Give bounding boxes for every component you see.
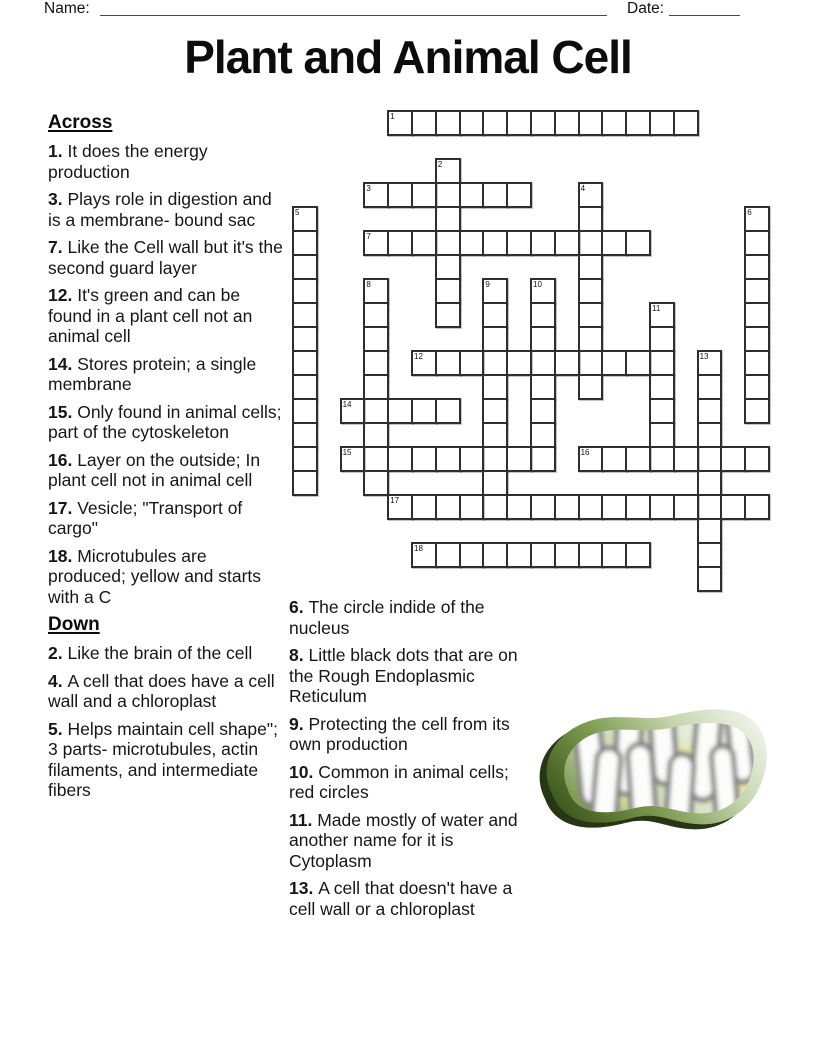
grid-cell[interactable] [292,230,318,256]
grid-cell[interactable] [649,302,675,328]
grid-cell[interactable] [554,110,580,136]
grid-cell[interactable] [363,230,389,256]
grid-cell[interactable] [530,422,556,448]
grid-cell[interactable] [697,446,723,472]
grid-cell[interactable] [530,398,556,424]
grid-cell[interactable] [411,494,437,520]
grid-cell[interactable] [578,254,604,280]
grid-cell[interactable] [625,110,651,136]
grid-cell[interactable] [435,494,461,520]
down-heading: Down [48,614,100,635]
grid-cell[interactable] [601,542,627,568]
grid-cell[interactable] [506,230,532,256]
cell-number: 10 [533,280,542,289]
grid-cell[interactable] [435,278,461,304]
grid-cell[interactable] [530,278,556,304]
cell-number: 12 [414,352,423,361]
down-clue-list-left [48,643,283,801]
down-clue-list-middle [289,597,537,919]
cell-number: 4 [580,184,586,193]
grid-cell[interactable] [482,326,508,352]
grid-cell[interactable] [554,494,580,520]
grid-cell[interactable] [530,110,556,136]
grid-cell[interactable] [697,542,723,568]
grid-cell[interactable] [673,446,699,472]
grid-cell[interactable] [744,326,770,352]
grid-cell[interactable] [578,326,604,352]
grid-cell[interactable] [697,566,723,592]
grid-cell[interactable] [578,374,604,400]
cell-number: 5 [295,208,300,217]
grid-cell[interactable] [363,398,389,424]
grid-cell[interactable] [601,110,627,136]
grid-cell[interactable] [673,494,699,520]
grid-cell[interactable] [411,398,437,424]
grid-cell[interactable] [601,350,627,376]
grid-cell[interactable] [697,350,723,376]
cell-number: 2 [437,160,443,169]
grid-cell[interactable] [530,302,556,328]
grid-cell[interactable] [649,422,675,448]
grid-cell[interactable] [482,230,508,256]
cell-number: 15 [342,448,352,457]
grid-cell[interactable] [411,350,437,376]
grid-cell[interactable] [530,374,556,400]
cell-number: 6 [747,208,752,217]
grid-cell[interactable] [578,350,604,376]
grid-cell[interactable] [292,446,318,472]
grid-cell[interactable] [578,302,604,328]
grid-cell[interactable] [530,230,556,256]
grid-cell[interactable] [530,494,556,520]
grid-cell[interactable] [744,206,770,232]
grid-cell[interactable] [482,350,508,376]
grid-cell[interactable] [625,230,651,256]
grid-cell[interactable] [482,278,508,304]
grid-cell[interactable] [482,302,508,328]
clue-7: 7. Like the Cell wall but it's the second guard layer [48,237,283,278]
grid-cell[interactable] [435,110,461,136]
grid-cell[interactable] [578,494,604,520]
grid-cell[interactable] [459,350,485,376]
grid-cell[interactable] [292,302,318,328]
name-label: Name: [44,0,90,17]
grid-cell[interactable] [292,422,318,448]
grid-cell[interactable] [482,542,508,568]
grid-cell[interactable] [363,326,389,352]
grid-cell[interactable] [601,230,627,256]
mitochondrion-svg [528,686,778,861]
grid-cell[interactable] [649,326,675,352]
clue-9: 9. Protecting the cell from its own production [289,713,510,754]
name-input-line[interactable] [100,0,607,16]
cell-number: 13 [699,352,709,361]
grid-cell[interactable] [744,494,770,520]
grid-cell[interactable] [411,446,437,472]
grid-cell[interactable] [649,110,675,136]
cell-number: 9 [485,280,490,289]
grid-cell[interactable] [625,446,651,472]
cell-number: 1 [390,112,395,121]
grid-cell[interactable] [482,182,508,208]
grid-cell[interactable] [482,374,508,400]
grid-cell[interactable] [697,374,723,400]
cell-number: 8 [366,280,371,289]
clue-5: 5. Helps maintain cell shape"; 3 parts- microtubules, actin filaments, and intermediate fibers [48,718,278,800]
grid-cell[interactable] [411,542,437,568]
grid-cell[interactable] [649,446,675,472]
grid-cell[interactable] [578,110,604,136]
grid-cell[interactable] [554,230,580,256]
clue-15: 15. Only found in animal cells; part of the cytoskeleton [48,401,282,442]
grid-cell[interactable] [387,446,413,472]
grid-cell[interactable] [292,278,318,304]
grid-cell[interactable] [411,182,437,208]
grid-cell[interactable] [530,326,556,352]
grid-cell[interactable] [387,494,413,520]
grid-cell[interactable] [459,230,485,256]
grid-cell[interactable] [697,470,723,496]
grid-cell[interactable] [673,110,699,136]
grid-cell[interactable] [720,494,746,520]
grid-cell[interactable] [578,206,604,232]
grid-cell[interactable] [506,182,532,208]
grid-cell[interactable] [625,494,651,520]
grid-cell[interactable] [744,230,770,256]
across-heading: Across [48,112,113,133]
grid-cell[interactable] [292,374,318,400]
grid-cell[interactable] [459,494,485,520]
grid-cell[interactable] [363,374,389,400]
clue-17: 17. Vesicle; "Transport of cargo" [48,497,243,538]
grid-cell[interactable] [578,278,604,304]
grid-cell[interactable] [697,518,723,544]
grid-cell[interactable] [363,446,389,472]
clue-1: 1. It does the energy production [48,141,208,182]
page-title: Plant and Animal Cell [184,31,632,83]
grid-cell[interactable] [530,542,556,568]
grid-cell[interactable] [435,446,461,472]
grid-cell[interactable] [292,326,318,352]
grid-cell[interactable] [387,182,413,208]
grid-cell[interactable] [435,230,461,256]
cell-number: 16 [580,448,590,457]
grid-cell[interactable] [435,350,461,376]
grid-cell[interactable] [411,110,437,136]
grid-cell[interactable] [435,542,461,568]
grid-cell[interactable] [601,446,627,472]
clue-column-left [48,112,283,808]
grid-cell[interactable] [340,398,366,424]
grid-cell[interactable] [387,110,413,136]
grid-cell[interactable] [578,182,604,208]
grid-cell[interactable] [482,398,508,424]
grid-cell[interactable] [601,494,627,520]
grid-cell[interactable] [387,398,413,424]
cell-number: 3 [366,184,371,193]
grid-cell[interactable] [649,350,675,376]
grid-cell[interactable] [459,110,485,136]
clue-13: 13. A cell that doesn't have a cell wall or a chloroplast [289,878,513,919]
grid-cell[interactable] [459,446,485,472]
grid-cell[interactable] [435,398,461,424]
grid-cell[interactable] [697,422,723,448]
clue-11: 11. Made mostly of water and another name for it is Cytoplasm [289,809,518,871]
cell-number: 7 [366,232,371,241]
clue-18: 18. Microtubules are produced; yellow and starts with a C [48,545,262,607]
grid-cell[interactable] [720,446,746,472]
grid-cell[interactable] [340,446,366,472]
clue-3: 3. Plays role in digestion and is a membrane- bound sac [48,189,272,230]
clue-4: 4. A cell that does have a cell wall and a chloroplast [48,670,275,711]
grid-cell[interactable] [363,278,389,304]
cell-number: 14 [342,400,352,409]
grid-cell[interactable] [363,470,389,496]
cell-number: 17 [390,496,400,505]
grid-cell[interactable] [744,254,770,280]
cell-number: 18 [414,544,423,553]
grid-cell[interactable] [482,494,508,520]
grid-cell[interactable] [435,158,461,184]
grid-cell[interactable] [435,182,461,208]
grid-cell[interactable] [387,230,413,256]
grid-cell[interactable] [506,494,532,520]
grid-cell[interactable] [554,350,580,376]
grid-cell[interactable] [578,542,604,568]
grid-cell[interactable] [435,254,461,280]
clue-12: 12. It's green and can be found in a plant cell not an animal cell [48,285,253,346]
grid-cell[interactable] [459,542,485,568]
grid-cell[interactable] [411,230,437,256]
grid-cell[interactable] [649,494,675,520]
grid-cell[interactable] [744,350,770,376]
grid-cell[interactable] [744,398,770,424]
grid-cell[interactable] [506,110,532,136]
clue-14: 14. Stores protein; a single membrane [48,353,257,394]
clue-column-middle [289,597,537,926]
grid-cell[interactable] [697,494,723,520]
across-clue-list [48,141,283,607]
grid-cell[interactable] [625,542,651,568]
grid-cell[interactable] [554,542,580,568]
grid-cell[interactable] [292,206,318,232]
grid-cell[interactable] [363,182,389,208]
grid-cell[interactable] [530,350,556,376]
grid-cell[interactable] [506,350,532,376]
grid-cell[interactable] [292,350,318,376]
clue-2: 2. Like the brain of the cell [48,643,253,663]
grid-cell[interactable] [649,374,675,400]
grid-cell[interactable] [459,182,485,208]
date-input-line[interactable] [669,0,740,16]
grid-cell[interactable] [530,446,556,472]
grid-cell[interactable] [506,446,532,472]
grid-cell[interactable] [292,254,318,280]
clue-8: 8. Little black dots that are on the Rough Endoplasmic Reticulum [289,645,518,706]
date-label: Date: [627,0,665,17]
grid-cell[interactable] [292,398,318,424]
grid-cell[interactable] [744,278,770,304]
grid-cell[interactable] [744,374,770,400]
grid-cell[interactable] [578,446,604,472]
clue-6: 6. The circle indide of the nucleus [289,597,485,638]
grid-cell[interactable] [625,350,651,376]
grid-cell[interactable] [578,230,604,256]
grid-cell[interactable] [292,470,318,496]
grid-cell[interactable] [744,302,770,328]
clue-10: 10. Common in animal cells; red circles [289,761,509,802]
grid-cell[interactable] [435,206,461,232]
cell-number: 11 [652,304,661,313]
grid-cell[interactable] [482,422,508,448]
grid-cell[interactable] [363,302,389,328]
mitochondrion-illustration [528,686,778,861]
grid-cell[interactable] [435,302,461,328]
grid-cell[interactable] [482,110,508,136]
grid-cell[interactable] [649,398,675,424]
grid-cell[interactable] [697,398,723,424]
grid-cell[interactable] [744,446,770,472]
grid-cell[interactable] [482,470,508,496]
grid-cell[interactable] [482,446,508,472]
grid-cell[interactable] [363,350,389,376]
grid-cell[interactable] [506,542,532,568]
grid-cell[interactable] [363,422,389,448]
clue-16: 16. Layer on the outside; In plant cell not in animal cell [48,449,261,490]
